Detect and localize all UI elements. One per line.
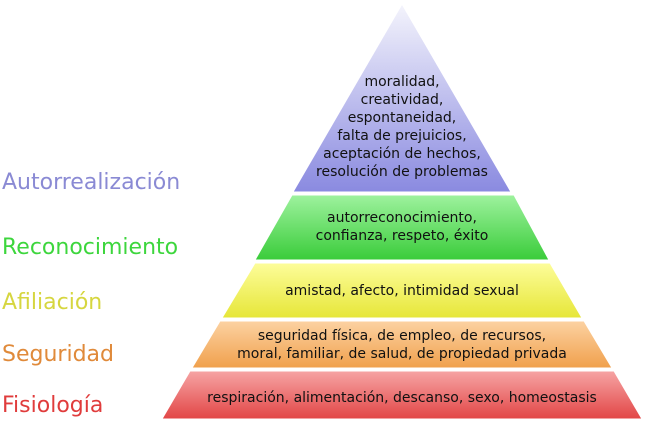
tier-line: autorreconocimiento,	[327, 210, 477, 226]
tier-line: respiración, alimentación, descanso, sexo, homeostasis	[207, 390, 597, 406]
tier-text-seguridad	[202, 327, 602, 363]
tier-text-fisiologia	[172, 389, 632, 407]
tier-line: creatividad,	[360, 92, 444, 108]
tier-line: amistad, afecto, intimidad sexual	[285, 283, 519, 299]
tier-line: confianza, respeto, éxito	[315, 228, 489, 244]
tier-line: falta de prejuicios,	[337, 128, 467, 144]
label-afiliacion: Afiliación	[2, 290, 103, 315]
tier-line: espontaneidad,	[347, 110, 457, 126]
tier-line: moralidad,	[364, 74, 440, 90]
tier-text-autorrealizacion	[292, 73, 512, 181]
label-reconocimiento: Reconocimiento	[2, 235, 179, 260]
tier-line: moral, familiar, de salud, de propiedad privada	[237, 346, 567, 362]
tier-text-reconocimiento	[272, 209, 532, 245]
label-seguridad: Seguridad	[2, 342, 114, 367]
label-autorrealizacion: Autorrealización	[2, 170, 181, 195]
tier-line: aceptación de hechos,	[323, 146, 481, 162]
tier-line: resolución de problemas	[316, 164, 488, 180]
tier-line: seguridad física, de empleo, de recursos,	[257, 328, 547, 344]
tier-text-afiliacion	[232, 282, 572, 300]
label-fisiologia: Fisiología	[2, 393, 104, 418]
